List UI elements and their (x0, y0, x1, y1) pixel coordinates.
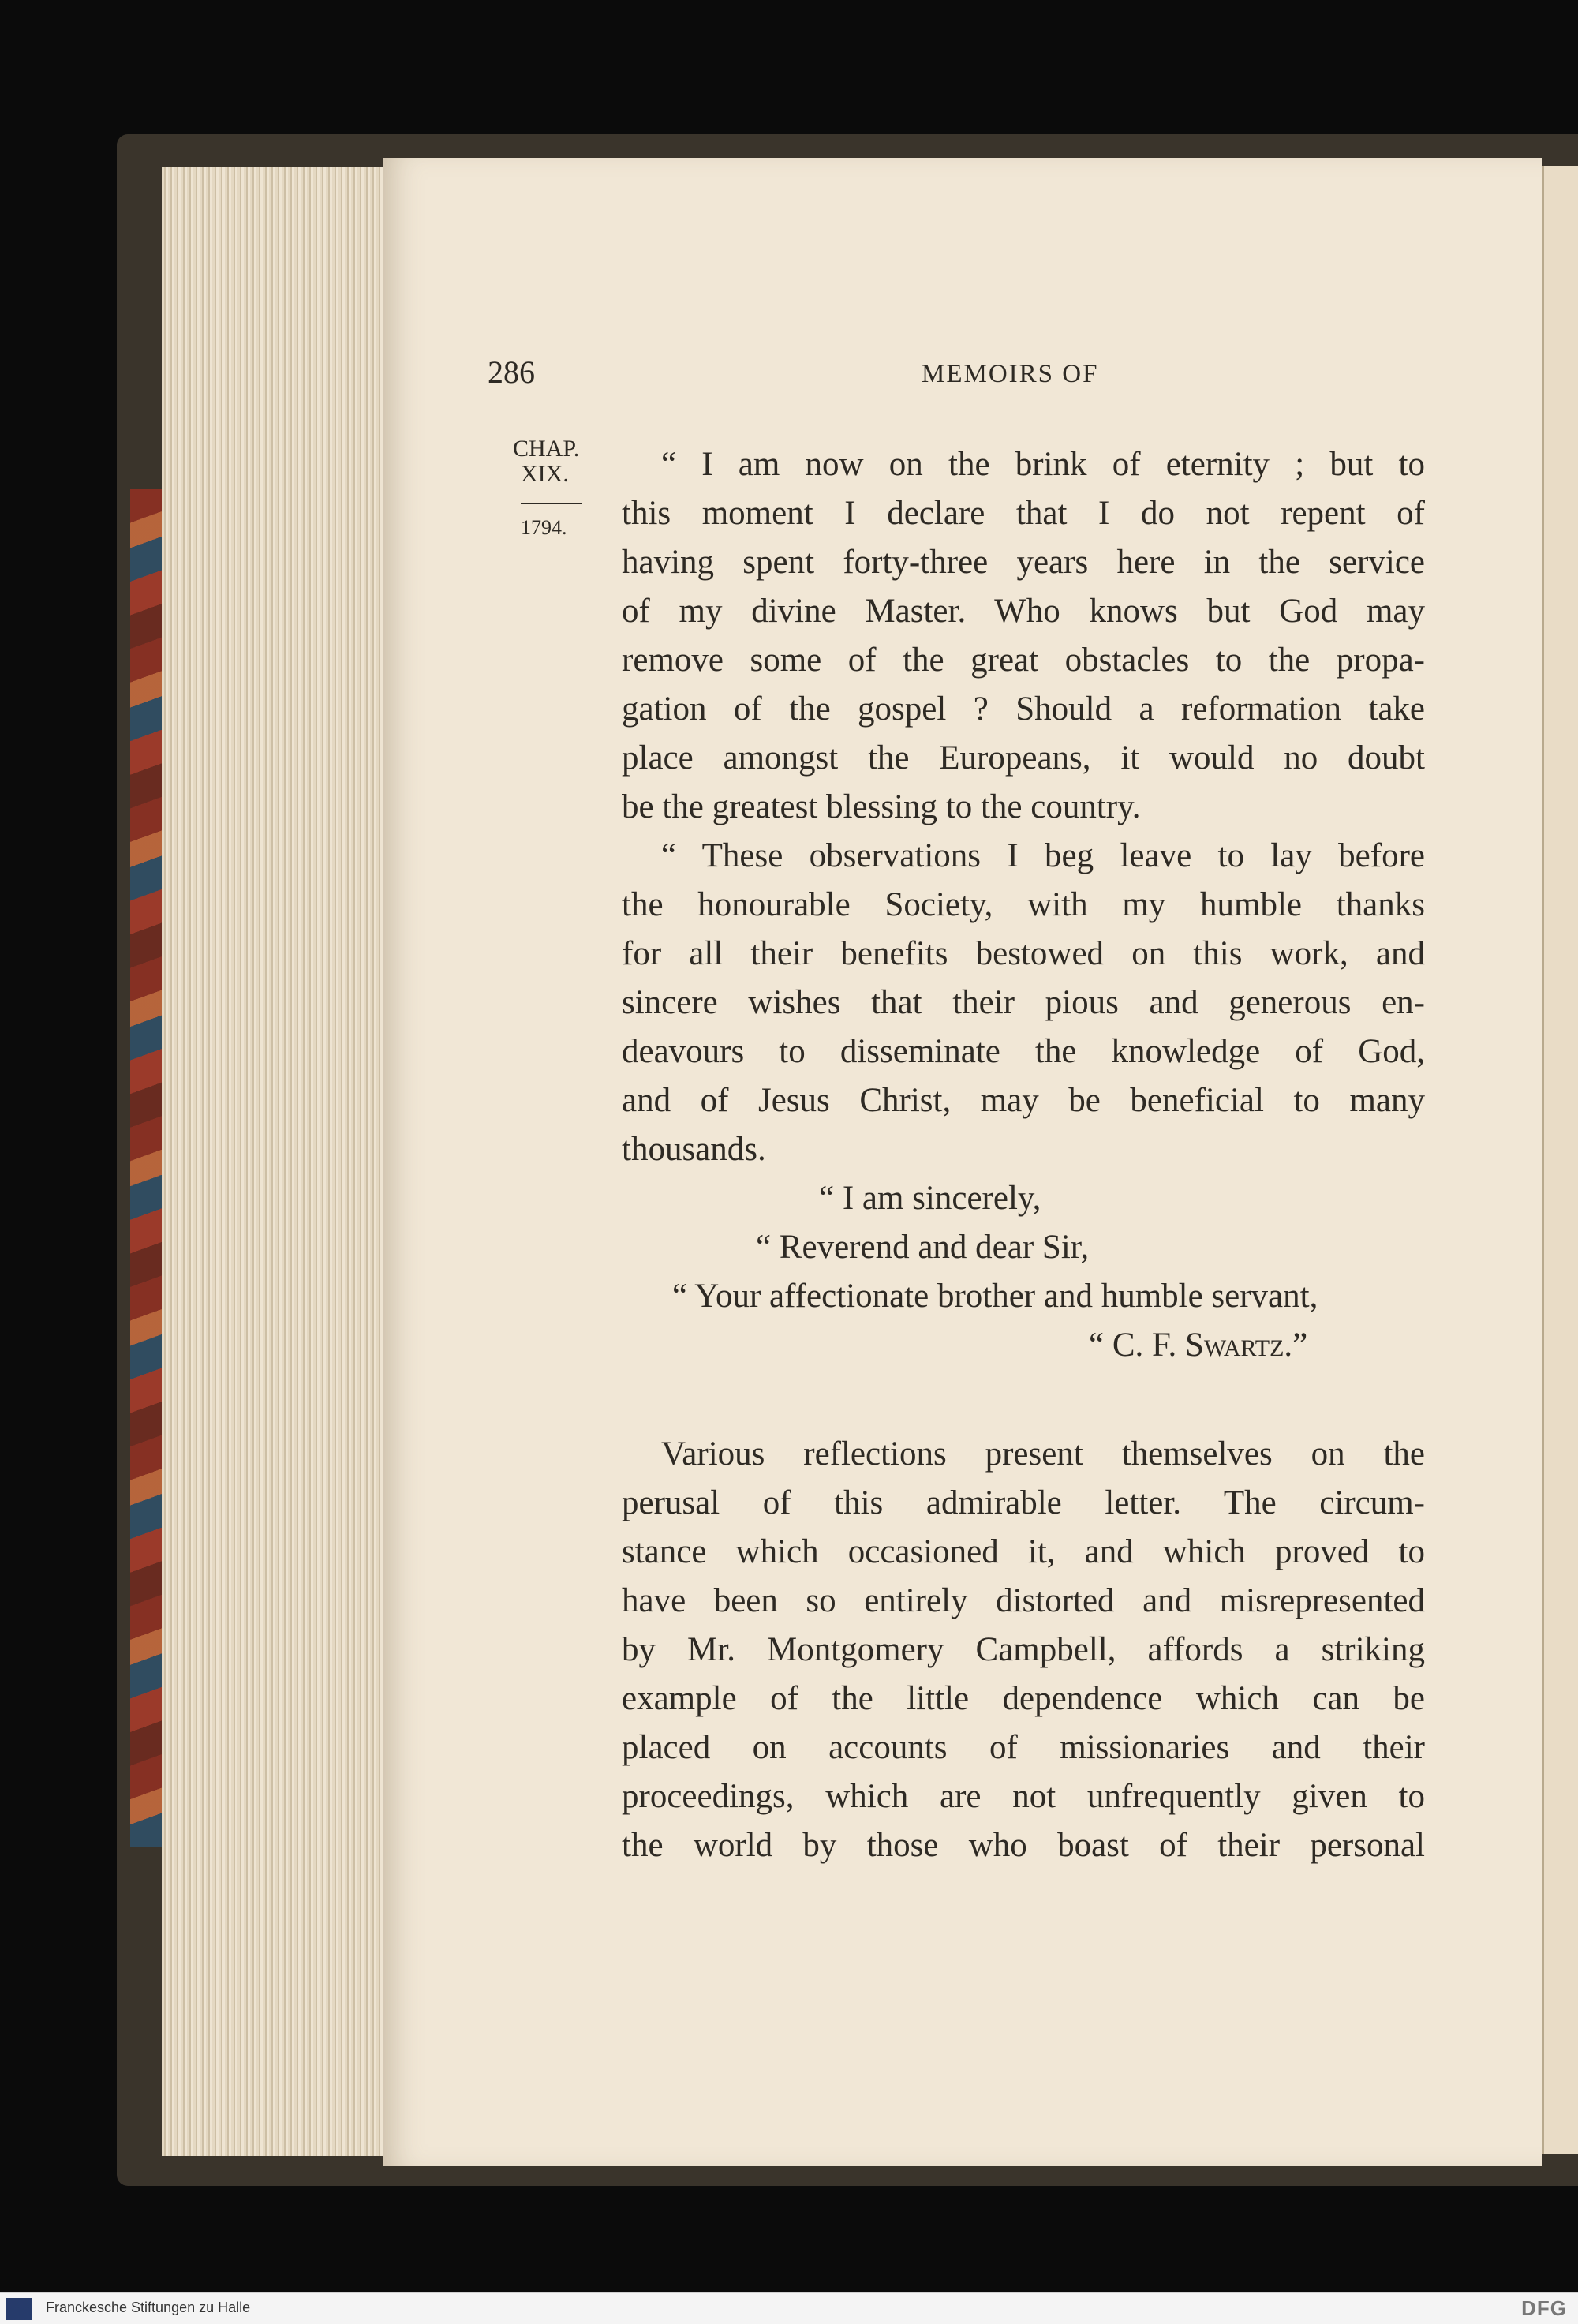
dfg-logo: DFG (1521, 2296, 1567, 2320)
franckesche-logo-icon (6, 2298, 32, 2320)
text-line: stance which occasioned it, and which proved to (622, 1533, 1425, 1570)
page-block-edge (162, 167, 391, 2156)
signature: “ C. F. Swartz.” (1089, 1327, 1308, 1364)
text-line: for all their benefits bestowed on this work, and (622, 935, 1425, 972)
text-line: the honourable Society, with my humble thanks (622, 886, 1425, 923)
text-line: “ I am now on the brink of eternity ; but to (661, 446, 1425, 483)
text-line: the world by those who boast of their personal (622, 1827, 1425, 1864)
text-line: sincere wishes that their pious and generous en- (622, 984, 1425, 1021)
margin-chapter-number: XIX. (521, 461, 569, 487)
margin-chapter-label: CHAP. (513, 436, 580, 462)
text-line: gation of the gospel ? Should a reformation take (622, 690, 1425, 728)
text-line: place amongst the Europeans, it would no doubt (622, 739, 1425, 777)
footer-bar (0, 2292, 1578, 2324)
text-line: and of Jesus Christ, may be beneficial to many (622, 1082, 1425, 1119)
text-line: have been so entirely distorted and misrepresented (622, 1582, 1425, 1619)
footer-institution: Franckesche Stiftungen zu Halle (46, 2300, 251, 2315)
running-head: MEMOIRS OF (922, 360, 1099, 388)
closing-line: “ Reverend and dear Sir, (756, 1229, 1090, 1266)
text-line: placed on accounts of missionaries and their (622, 1729, 1425, 1766)
text-line: of my divine Master. Who knows but God may (622, 593, 1425, 630)
margin-rule (521, 503, 582, 504)
text-line: deavours to disseminate the knowledge of God, (622, 1033, 1425, 1070)
text-line: proceedings, which are not unfrequently given to (622, 1778, 1425, 1815)
text-line: “ These observations I beg leave to lay before (661, 837, 1425, 874)
text-line: by Mr. Montgomery Campbell, affords a striking (622, 1631, 1425, 1668)
closing-line: “ I am sincerely, (819, 1180, 1041, 1217)
text-line: example of the little dependence which can be (622, 1680, 1425, 1717)
text-line: perusal of this admirable letter. The circum- (622, 1484, 1425, 1521)
page-number: 286 (488, 354, 535, 390)
text-line: be the greatest blessing to the country. (622, 788, 1141, 825)
text-line: Various reflections present themselves on the (661, 1435, 1425, 1473)
text-line: this moment I declare that I do not repent of (622, 495, 1425, 532)
facing-page-edge (1542, 166, 1578, 2154)
text-line: remove some of the great obstacles to the propa- (622, 642, 1425, 679)
margin-year: 1794. (521, 516, 567, 539)
text-line: thousands. (622, 1131, 766, 1168)
text-line: having spent forty-three years here in the service (622, 544, 1425, 581)
closing-line: “ Your affectionate brother and humble servant, (672, 1278, 1318, 1315)
